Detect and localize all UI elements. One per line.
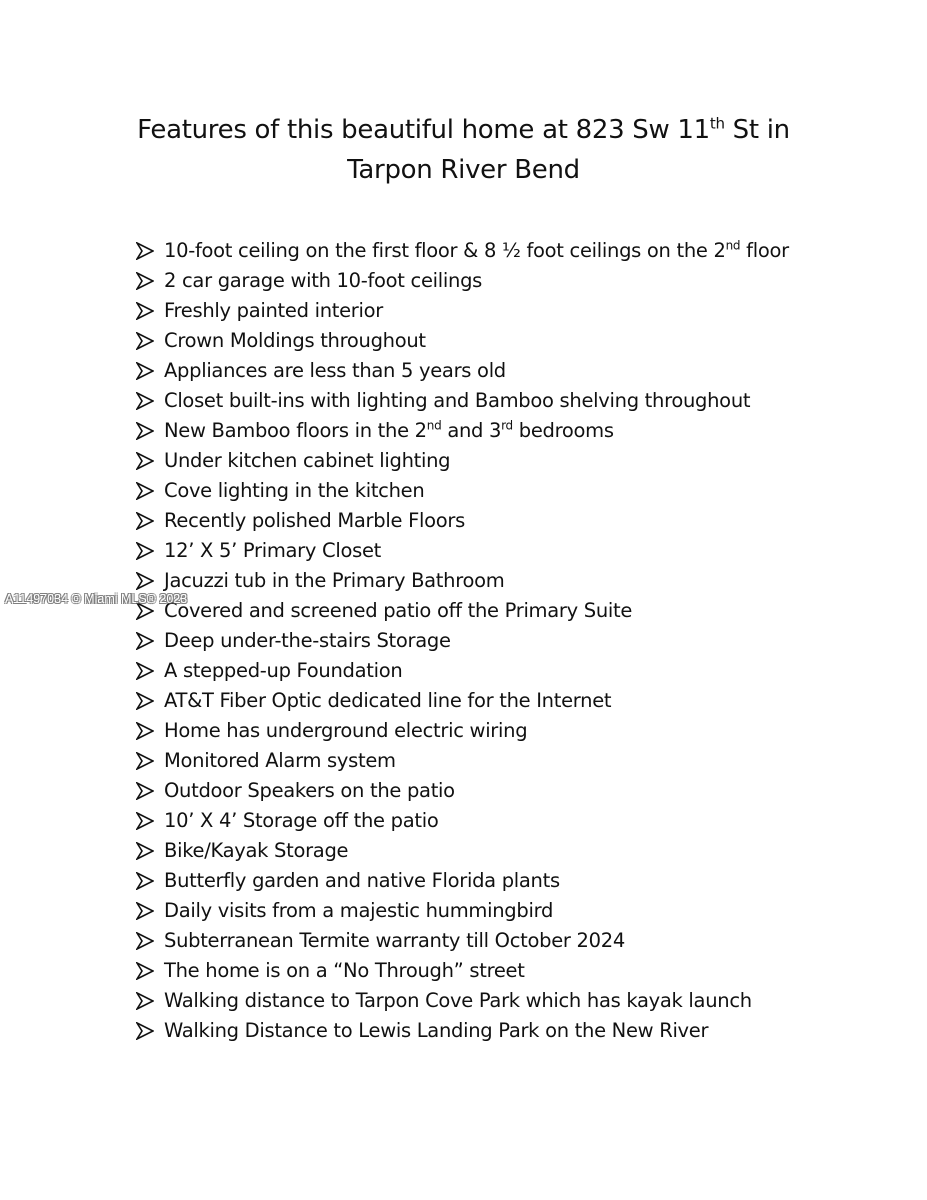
feature-item xyxy=(136,656,896,686)
feature-text xyxy=(164,659,402,682)
feature-text-segment: Crown Moldings throughout xyxy=(164,329,426,352)
feature-item xyxy=(136,806,896,836)
arrowhead-bullet-icon xyxy=(136,572,154,590)
feature-text-segment: Closet built-ins with lighting and Bamboo shelving throughout xyxy=(164,389,751,412)
feature-text xyxy=(164,689,611,712)
feature-item xyxy=(136,686,896,716)
arrowhead-bullet-icon xyxy=(136,512,154,530)
feature-text-segment: Appliances are less than 5 years old xyxy=(164,359,506,382)
feature-item xyxy=(136,296,896,326)
feature-text xyxy=(164,899,553,922)
feature-item xyxy=(136,416,896,446)
arrowhead-bullet-icon xyxy=(136,332,154,350)
mls-watermark: A11497034 © Miami MLS® 2023 xyxy=(5,592,188,606)
feature-text-segment: The home is on a “No Through” street xyxy=(164,959,525,982)
feature-text-segment: Deep under-the-stairs Storage xyxy=(164,629,451,652)
feature-text-segment: AT&T Fiber Optic dedicated line for the Internet xyxy=(164,689,612,712)
feature-text xyxy=(164,269,482,292)
feature-text-segment: Freshly painted interior xyxy=(164,299,383,322)
feature-text-segment: Walking distance to Tarpon Cove Park which has kayak launch xyxy=(164,989,752,1012)
feature-item xyxy=(136,326,896,356)
title-line-1 xyxy=(0,110,927,150)
feature-text xyxy=(164,839,348,862)
arrowhead-bullet-icon xyxy=(136,962,154,980)
feature-text xyxy=(164,629,451,652)
feature-text-segment: Outdoor Speakers on the patio xyxy=(164,779,455,802)
feature-text xyxy=(164,299,383,322)
arrowhead-bullet-icon xyxy=(136,752,154,770)
feature-text-segment: Under kitchen cabinet lighting xyxy=(164,449,451,472)
feature-text xyxy=(164,809,438,832)
arrowhead-bullet-icon xyxy=(136,272,154,290)
feature-text xyxy=(164,389,750,412)
feature-item xyxy=(136,926,896,956)
feature-item xyxy=(136,356,896,386)
feature-list xyxy=(136,236,896,1046)
arrowhead-bullet-icon xyxy=(136,302,154,320)
feature-item xyxy=(136,236,896,266)
feature-text-segment: Butterfly garden and native Florida plants xyxy=(164,869,560,892)
arrowhead-bullet-icon xyxy=(136,992,154,1010)
feature-text xyxy=(164,479,424,502)
arrowhead-bullet-icon xyxy=(136,902,154,920)
arrowhead-bullet-icon xyxy=(136,422,154,440)
feature-text-segment: 10’ X 4’ Storage off the patio xyxy=(164,809,439,832)
feature-text xyxy=(164,779,455,802)
feature-text xyxy=(164,359,506,382)
feature-item xyxy=(136,266,896,296)
feature-text-segment: floor xyxy=(740,239,789,262)
feature-text-segment: Monitored Alarm system xyxy=(164,749,396,772)
title-line-2: Tarpon River Bend xyxy=(347,155,580,185)
arrowhead-bullet-icon xyxy=(136,602,154,620)
feature-item xyxy=(136,1016,896,1046)
feature-text xyxy=(164,749,396,772)
arrowhead-bullet-icon xyxy=(136,392,154,410)
arrowhead-bullet-icon xyxy=(136,1022,154,1040)
feature-item xyxy=(136,776,896,806)
title-line-1-suffix: St in xyxy=(724,115,790,145)
arrowhead-bullet-icon xyxy=(136,932,154,950)
feature-text-segment: Daily visits from a majestic hummingbird xyxy=(164,899,554,922)
feature-text xyxy=(164,989,752,1012)
title-line-1-text: Features of this beautiful home at 823 Sw 11 xyxy=(137,115,710,145)
arrowhead-bullet-icon xyxy=(136,782,154,800)
feature-text xyxy=(164,239,789,262)
arrowhead-bullet-icon xyxy=(136,842,154,860)
arrowhead-bullet-icon xyxy=(136,632,154,650)
feature-text-segment: 10-foot ceiling on the first floor & 8 ½ foot ceilings on the 2 xyxy=(164,239,726,262)
feature-superscript: nd xyxy=(426,418,442,433)
arrowhead-bullet-icon xyxy=(136,362,154,380)
title-superscript: th xyxy=(709,114,725,133)
feature-item xyxy=(136,536,896,566)
feature-text xyxy=(164,599,632,622)
feature-item xyxy=(136,596,896,626)
feature-item xyxy=(136,716,896,746)
page-title xyxy=(0,110,927,190)
feature-item xyxy=(136,956,896,986)
arrowhead-bullet-icon xyxy=(136,662,154,680)
feature-item xyxy=(136,836,896,866)
feature-superscript: rd xyxy=(501,418,513,433)
feature-item xyxy=(136,386,896,416)
feature-text-segment: Walking Distance to Lewis Landing Park on the New River xyxy=(164,1019,709,1042)
feature-text-segment: New Bamboo floors in the 2 xyxy=(164,419,427,442)
feature-item xyxy=(136,476,896,506)
feature-text-segment: Subterranean Termite warranty till October 2024 xyxy=(164,929,625,952)
feature-text-segment: 2 car garage with 10-foot ceilings xyxy=(164,269,483,292)
feature-text xyxy=(164,449,450,472)
arrowhead-bullet-icon xyxy=(136,542,154,560)
feature-text xyxy=(164,1019,708,1042)
arrowhead-bullet-icon xyxy=(136,242,154,260)
feature-superscript: nd xyxy=(725,238,741,253)
feature-text-segment: Covered and screened patio off the Primary Suite xyxy=(164,599,633,622)
feature-text-segment: Jacuzzi tub in the Primary Bathroom xyxy=(164,569,505,592)
feature-text-segment: bedrooms xyxy=(512,419,614,442)
arrowhead-bullet-icon xyxy=(136,812,154,830)
feature-text xyxy=(164,869,560,892)
feature-item xyxy=(136,866,896,896)
feature-text xyxy=(164,539,381,562)
arrowhead-bullet-icon xyxy=(136,722,154,740)
feature-item xyxy=(136,626,896,656)
arrowhead-bullet-icon xyxy=(136,482,154,500)
feature-text xyxy=(164,929,625,952)
arrowhead-bullet-icon xyxy=(136,452,154,470)
feature-text-segment: A stepped-up Foundation xyxy=(164,659,403,682)
feature-text xyxy=(164,509,465,532)
feature-item xyxy=(136,986,896,1016)
feature-text-segment: Recently polished Marble Floors xyxy=(164,509,465,532)
arrowhead-bullet-icon xyxy=(136,872,154,890)
feature-text-segment: 12’ X 5’ Primary Closet xyxy=(164,539,381,562)
feature-text-segment: Bike/Kayak Storage xyxy=(164,839,349,862)
arrowhead-bullet-icon xyxy=(136,692,154,710)
feature-text xyxy=(164,329,426,352)
feature-item xyxy=(136,506,896,536)
feature-item xyxy=(136,896,896,926)
feature-text xyxy=(164,959,525,982)
feature-text xyxy=(164,419,614,442)
feature-text-segment: Cove lighting in the kitchen xyxy=(164,479,425,502)
feature-text-segment: and 3 xyxy=(441,419,502,442)
feature-item xyxy=(136,446,896,476)
feature-text-segment: Home has underground electric wiring xyxy=(164,719,528,742)
feature-text xyxy=(164,719,527,742)
feature-item xyxy=(136,566,896,596)
feature-item xyxy=(136,746,896,776)
feature-text xyxy=(164,569,504,592)
